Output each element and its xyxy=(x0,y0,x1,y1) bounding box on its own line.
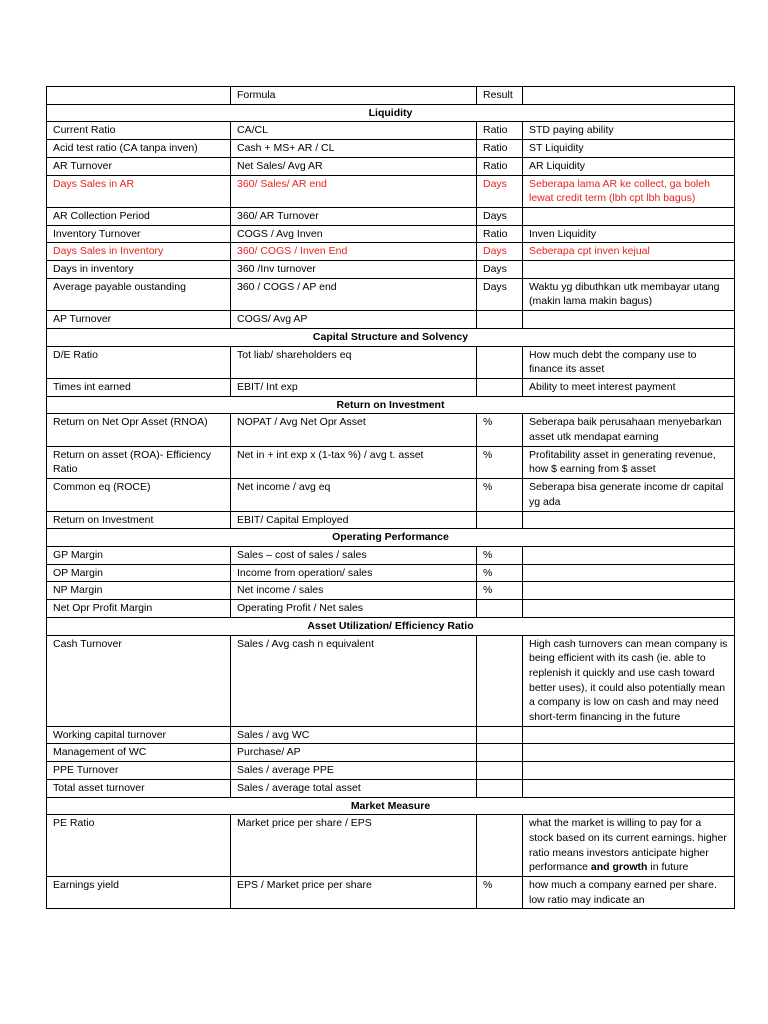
formula-cell: Net income / sales xyxy=(231,582,477,600)
formula-cell: EPS / Market price per share xyxy=(231,877,477,909)
note-cell xyxy=(523,564,735,582)
note-cell: Seberapa cpt inven kejual xyxy=(523,243,735,261)
metric-cell: Days Sales in Inventory xyxy=(47,243,231,261)
formula-cell: Income from operation/ sales xyxy=(231,564,477,582)
section-row xyxy=(47,396,735,414)
metric-cell: Management of WC xyxy=(47,744,231,762)
table-row xyxy=(47,446,735,478)
result-cell xyxy=(477,815,523,877)
result-cell: Days xyxy=(477,278,523,310)
metric-cell: Current Ratio xyxy=(47,122,231,140)
formula-cell: Net income / avg eq xyxy=(231,479,477,511)
table-row xyxy=(47,582,735,600)
section-row xyxy=(47,328,735,346)
table-row xyxy=(47,207,735,225)
result-cell: % xyxy=(477,546,523,564)
note-bold-text: and growth xyxy=(590,861,648,874)
metric-cell: GP Margin xyxy=(47,546,231,564)
result-cell: % xyxy=(477,446,523,478)
formula-cell: 360/ AR Turnover xyxy=(231,207,477,225)
metric-cell: Common eq (ROCE) xyxy=(47,479,231,511)
result-cell xyxy=(477,311,523,329)
section-title: Market Measure xyxy=(47,797,735,815)
metric-cell: Earnings yield xyxy=(47,877,231,909)
formula-cell: Net in + int exp x (1-tax %) / avg t. asset xyxy=(231,446,477,478)
note-cell: Seberapa bisa generate income dr capital yg ada xyxy=(523,479,735,511)
result-cell: % xyxy=(477,479,523,511)
note-cell: Seberapa baik perusahaan menyebarkan asset utk mendapat earning xyxy=(523,414,735,446)
result-cell: Days xyxy=(477,261,523,279)
metric-cell: Times int earned xyxy=(47,378,231,396)
table-row xyxy=(47,278,735,310)
metric-cell: D/E Ratio xyxy=(47,346,231,378)
result-cell xyxy=(477,511,523,529)
table-row xyxy=(47,546,735,564)
result-cell: Ratio xyxy=(477,157,523,175)
table-row xyxy=(47,140,735,158)
result-cell: % xyxy=(477,414,523,446)
formula-cell: CA/CL xyxy=(231,122,477,140)
note-cell: How much debt the company use to finance its asset xyxy=(523,346,735,378)
note-cell xyxy=(523,600,735,618)
note-cell: Waktu yg dibuthkan utk membayar utang (makin lama makin bagus) xyxy=(523,278,735,310)
header-formula-cell: Formula xyxy=(231,87,477,105)
table-row xyxy=(47,600,735,618)
formula-cell: 360 /Inv turnover xyxy=(231,261,477,279)
header-result-cell: Result xyxy=(477,87,523,105)
metric-cell: Days Sales in AR xyxy=(47,175,231,207)
note-cell xyxy=(523,762,735,780)
section-row xyxy=(47,529,735,547)
section-title: Asset Utilization/ Efficiency Ratio xyxy=(47,617,735,635)
header-row xyxy=(47,87,735,105)
formula-cell: COGS/ Avg AP xyxy=(231,311,477,329)
note-cell xyxy=(523,744,735,762)
note-cell xyxy=(523,779,735,797)
result-cell xyxy=(477,762,523,780)
note-cell: Inven Liquidity xyxy=(523,225,735,243)
table-row xyxy=(47,635,735,726)
result-cell: Ratio xyxy=(477,122,523,140)
note-cell: STD paying ability xyxy=(523,122,735,140)
metric-cell: Acid test ratio (CA tanpa inven) xyxy=(47,140,231,158)
section-row xyxy=(47,104,735,122)
formula-cell: Purchase/ AP xyxy=(231,744,477,762)
note-text: what the market is willing to pay for a stock based on its current earnings. higher ratio means investors anticipate higher performance xyxy=(529,817,727,874)
result-cell xyxy=(477,346,523,378)
section-row xyxy=(47,617,735,635)
section-title: Capital Structure and Solvency xyxy=(47,328,735,346)
formula-cell: Sales / avg WC xyxy=(231,726,477,744)
section-title: Operating Performance xyxy=(47,529,735,547)
metric-cell: Return on asset (ROA)- Efficiency Ratio xyxy=(47,446,231,478)
formula-cell: NOPAT / Avg Net Opr Asset xyxy=(231,414,477,446)
table-row xyxy=(47,479,735,511)
metric-cell: Working capital turnover xyxy=(47,726,231,744)
table-row xyxy=(47,311,735,329)
formula-cell: 360/ COGS / Inven End xyxy=(231,243,477,261)
header-note-cell xyxy=(523,87,735,105)
table-row xyxy=(47,877,735,909)
table-row xyxy=(47,762,735,780)
metric-cell: Cash Turnover xyxy=(47,635,231,726)
metric-cell: PE Ratio xyxy=(47,815,231,877)
note-tail-text: in future xyxy=(650,861,689,874)
result-cell xyxy=(477,744,523,762)
formula-cell: Sales / average total asset xyxy=(231,779,477,797)
result-cell: Ratio xyxy=(477,225,523,243)
formula-cell: 360/ Sales/ AR end xyxy=(231,175,477,207)
table-row xyxy=(47,779,735,797)
formula-cell: Sales / average PPE xyxy=(231,762,477,780)
result-cell xyxy=(477,726,523,744)
metric-cell: AR Collection Period xyxy=(47,207,231,225)
note-cell xyxy=(523,311,735,329)
metric-cell: AP Turnover xyxy=(47,311,231,329)
table-row xyxy=(47,414,735,446)
section-title: Liquidity xyxy=(47,104,735,122)
metric-cell: Total asset turnover xyxy=(47,779,231,797)
metric-cell: AR Turnover xyxy=(47,157,231,175)
table-row xyxy=(47,225,735,243)
metric-cell: Net Opr Profit Margin xyxy=(47,600,231,618)
note-cell xyxy=(523,546,735,564)
header-metric-cell xyxy=(47,87,231,105)
formula-cell: 360 / COGS / AP end xyxy=(231,278,477,310)
table-row xyxy=(47,815,735,877)
formula-cell: Net Sales/ Avg AR xyxy=(231,157,477,175)
table-row xyxy=(47,564,735,582)
note-cell xyxy=(523,511,735,529)
note-cell: High cash turnovers can mean company is being efficient with its cash (ie. able to replenish it quickly and use cash toward better uses), it could also potentially mean a company is low on cash and may need short-term financing in the future xyxy=(523,635,735,726)
note-cell xyxy=(523,726,735,744)
formula-cell: Sales / Avg cash n equivalent xyxy=(231,635,477,726)
metric-cell: Days in inventory xyxy=(47,261,231,279)
table-row xyxy=(47,511,735,529)
section-title: Return on Investment xyxy=(47,396,735,414)
result-cell: % xyxy=(477,877,523,909)
note-cell: Profitability asset in generating revenue, how $ earning from $ asset xyxy=(523,446,735,478)
formula-cell: Cash + MS+ AR / CL xyxy=(231,140,477,158)
metric-cell: Return on Investment xyxy=(47,511,231,529)
result-cell: Days xyxy=(477,243,523,261)
section-row xyxy=(47,797,735,815)
ratio-table-container xyxy=(46,86,734,909)
table-row xyxy=(47,726,735,744)
formula-cell: EBIT/ Capital Employed xyxy=(231,511,477,529)
result-cell: Days xyxy=(477,175,523,207)
note-cell xyxy=(523,261,735,279)
result-cell: Ratio xyxy=(477,140,523,158)
formula-cell: Market price per share / EPS xyxy=(231,815,477,877)
result-cell xyxy=(477,378,523,396)
note-cell xyxy=(523,815,735,877)
table-row xyxy=(47,122,735,140)
result-cell: % xyxy=(477,582,523,600)
note-cell: Seberapa lama AR ke collect, ga boleh lewat credit term (lbh cpt lbh bagus) xyxy=(523,175,735,207)
formula-cell: Sales – cost of sales / sales xyxy=(231,546,477,564)
result-cell xyxy=(477,635,523,726)
metric-cell: Return on Net Opr Asset (RNOA) xyxy=(47,414,231,446)
metric-cell: OP Margin xyxy=(47,564,231,582)
note-cell: Ability to meet interest payment xyxy=(523,378,735,396)
table-row xyxy=(47,378,735,396)
note-cell xyxy=(523,582,735,600)
metric-cell: PPE Turnover xyxy=(47,762,231,780)
note-cell xyxy=(523,207,735,225)
metric-cell: Inventory Turnover xyxy=(47,225,231,243)
note-cell: how much a company earned per share. low ratio may indicate an xyxy=(523,877,735,909)
formula-cell: Tot liab/ shareholders eq xyxy=(231,346,477,378)
table-row xyxy=(47,261,735,279)
result-cell xyxy=(477,600,523,618)
formula-cell: EBIT/ Int exp xyxy=(231,378,477,396)
table-row xyxy=(47,744,735,762)
metric-cell: NP Margin xyxy=(47,582,231,600)
formula-cell: Operating Profit / Net sales xyxy=(231,600,477,618)
note-cell: AR Liquidity xyxy=(523,157,735,175)
result-cell xyxy=(477,779,523,797)
result-cell: % xyxy=(477,564,523,582)
result-cell: Days xyxy=(477,207,523,225)
table-row xyxy=(47,157,735,175)
table-row xyxy=(47,346,735,378)
table-row xyxy=(47,243,735,261)
table-row xyxy=(47,175,735,207)
financial-ratio-table xyxy=(46,86,735,909)
metric-cell: Average payable oustanding xyxy=(47,278,231,310)
note-cell: ST Liquidity xyxy=(523,140,735,158)
formula-cell: COGS / Avg Inven xyxy=(231,225,477,243)
